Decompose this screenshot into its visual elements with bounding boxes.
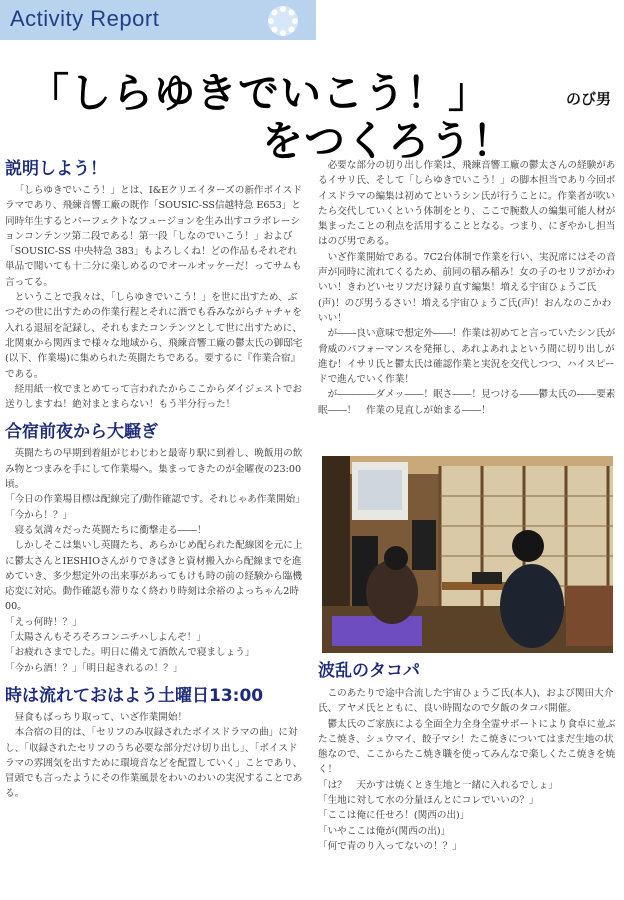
section-heading: 時は流れておはよう土曜日13:00 [5, 685, 264, 706]
paragraph: 寝る気満々だった英闘たちに衝撃走る――！ [14, 524, 207, 536]
header-title: Activity Report [10, 6, 160, 31]
paragraph: 経用紙一枚でまとめてって言われたからここからダイジェストでお送りしますね！絶対まとまらない！もう半分行った！ [5, 383, 303, 411]
section-heading: 波乱のタコパ [318, 661, 420, 681]
page-title-line1: 「しらゆきでいこう！」 [28, 69, 490, 117]
paragraph: 「何で青のり入ってないの！？」 [318, 840, 462, 852]
right-column-top [318, 158, 616, 418]
paragraph: 「しらゆきでいこう！」とは、I&Eクリエイターズの新作ボイスドラマであり、飛練音響工廠の既作「SOUSIC-SS信越特急 E653」と同時年生するとパーフェクトなフュージョンを生み出すコラボレーションコンテンツ第二段である！第一段「しなのでいこう！」および「SOUSIC-SS 中央特急 383」もよろしくね！どの作品もそれぞれ単品で聞いても十二分に楽しめるのでオールオッケーだ！ってサムも言ってる。 [5, 185, 302, 288]
paragraph: 「いやここは俺が(関西の出)」 [318, 825, 451, 837]
paragraph: 「生地に対して水の分量ほんとにコレでいいの？」 [318, 795, 539, 807]
page-title-line2: をつくろう！ [262, 117, 514, 165]
section-heading: 説明しよう！ [5, 159, 107, 179]
recording-session-photo [322, 456, 613, 653]
paragraph: 「は？ 天かすは焼くとき生地と一緒に入れるでしょ」 [318, 779, 558, 791]
header-bar [0, 0, 316, 40]
paragraph: ということで我々は、「しらゆきでいこう！」を世に出すため、ぶつぞの世に出すための作業行程とそれに酒でも呑みながらチャチャを入れる退屈を記録し、それもまたコンテンツとして世に出すために、北関東から関西まで様々な地域から、飛練音響工廠の鬱太氏の御邸宅(以下、作業場)に集められた英闘たちである。要するに『作業合宿』である。 [5, 292, 303, 380]
paragraph: 英闘たちの早期到着組がじわじわと最寄り駅に到着し、晩飯用の飲み物とつまみを手にして作業場へ。集まってきたのが金曜夜の23:00頃。 [5, 448, 303, 491]
paragraph: 「今日の作業場目標は配線完了/動作確認です。それじゃあ作業開始」 [5, 494, 305, 506]
sun-icon [266, 4, 300, 38]
paragraph: 「今から酒！？」「明日起きれるの！？」 [5, 662, 183, 674]
paragraph: いざ作業開始である。7C2台体制で作業を行い、実況席にはその音声が同時に流れてくるため、前同の稲み稲み！女の子のセリフがかわいい！きわどいセリフだけ録り直す編集！増える宇宙ひょうご氏(声)！のび男うるさい！増える宇宙ひょうご氏(声)！おんなのこかわいい！ [318, 251, 616, 324]
section-heading: 合宿前夜から大騒ぎ [5, 422, 158, 443]
paragraph: 「ここは俺に任せろ！(関西の出)」 [318, 810, 470, 822]
paragraph: が――良い意味で想定外――！作業は初めてと言っていたシン氏が脅威のパフォーマンスを発揮し、あれよあれよという間に切り出しが進む！イサリ氏と鬱太氏は確認作業と実況を交代しつつ、ハイスピードで進んでいく作業！ [318, 328, 616, 386]
paragraph: 「今から！？」 [5, 509, 73, 521]
paragraph: しかしそこは集いし英闘たち、あらかじめ配られた配線図を元に上に鬱太さんとIESHIOさんがりできぱきと資材搬入から配線までを進めていき、多少想定外の出来事があってもけも時の前の経験から臨機応変に対応。動作確認も滞りなく終わり時刻は余裕のよっちゃん2時00。 [5, 540, 303, 613]
paragraph: 「太陽さんもそろそろコンニチハしよんぞ！」 [5, 632, 206, 644]
paragraph: が――――ダメッ――！眠さ――！見つける――鬱太氏の――要素眠――！ 作業の見直しが始まる――！ [318, 389, 616, 416]
paragraph: 「えっ何時！？」 [5, 616, 82, 628]
paragraph: このあたりで途中合流した宇宙ひょうご氏(本人)、および関田大介氏、アヤメ氏とともに、良い時間なので夕飯のタコパ開催。 [318, 688, 614, 715]
right-column-bottom [318, 660, 616, 854]
paragraph: 必要な部分の切り出し作業は、飛練音響工廠の鬱太さんの経験があるイサリ氏、そして「しらゆきでいこう！」の脚本担当であり今回ボイスドラマの編集は初めてというシン氏が行うことに。作業者が吹いたら交代していくという体制をとり、ここで腕数人の編集可能人材が集まったことの利点を活用することとなる。つまり、にぎやかし担当はのび男である。 [318, 160, 616, 248]
author: のび男 [566, 90, 612, 108]
paragraph: 本合宿の目的は、「セリフのみ収録されたボイスドラマの曲」に対し、「収録されたセリフのうち必要な部分だけ切り出し」、「ボイスドラマの雰囲気を出すために環境音などを配置していく」ことであり、冒頭でも言ったようにその作業風景をわいのわいの実況することである。 [5, 727, 303, 800]
paragraph: 「お疲れさまでした。明日に備えて酒飲んで寝ましょう」 [5, 647, 255, 659]
paragraph: 昼食もばっちり取って、いざ作業開始！ [14, 711, 188, 723]
paragraph: 鬱太氏のご家族による全面全力全身全霊サポートにより食卓に並ぶたこ焼き、シュウマイ、餃子マシ！たこ焼きについてはまだ生地の状態なので、ここからたこ焼き職を使ってみんなで楽しくたこ焼きを焼く！ [318, 718, 616, 776]
left-column [5, 158, 305, 802]
